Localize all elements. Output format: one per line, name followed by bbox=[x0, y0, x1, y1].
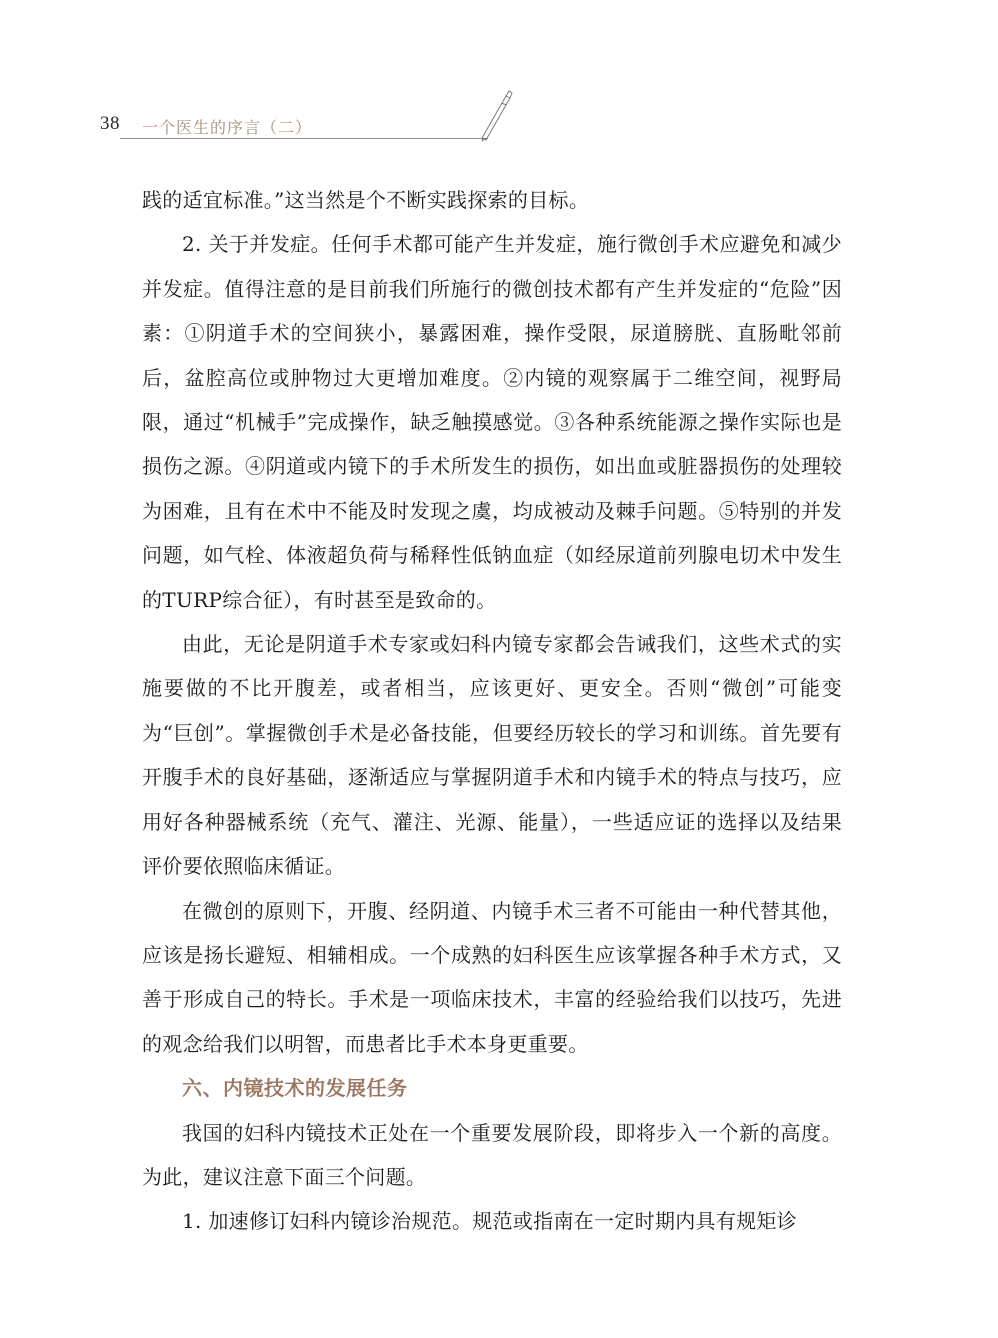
paragraph-continuation: 践的适宜标准。”这当然是个不断实践探索的目标。 bbox=[142, 188, 590, 212]
paragraph-item-1: 1. 加速修订妇科内镜诊治规范。规范或指南在一定时期内具有规矩诊 bbox=[182, 1209, 798, 1234]
pen-icon bbox=[474, 90, 518, 142]
header-rule bbox=[120, 138, 488, 139]
page-number: 38 bbox=[100, 113, 120, 134]
running-title: 一个医生的序言（二） bbox=[142, 118, 313, 137]
paragraph-development: 我国的妇科内镜技术正处在一个重要发展阶段，即将步入一个新的高度。为此，建议注意下面三个问题。 bbox=[142, 1120, 842, 1189]
paragraph-principles: 在微创的原则下，开腹、经阴道、内镜手术三者不可能由一种代替其他，应该是扬长避短、相辅相成。一个成熟的妇科医生应该掌握各种手术方式，又善于形成自己的特长。手术是一项临床技术，丰富的经验给我们以技巧，先进的观念给我们以明智，而患者比手术本身更重要。 bbox=[142, 898, 842, 1056]
paragraph-training: 由此，无论是阴道手术专家或妇科内镜专家都会告诫我们，这些术式的实施要做的不比开腹差，或者相当，应该更好、更安全。否则“微创”可能变为“巨创”。掌握微创手术是必备技能，但要经历较长的学习和训练。首先要有开腹手术的良好基础，逐渐适应与掌握阴道手术和内镜手术的特点与技巧，应用好各种器械系统（充气、灌注、光源、能量），一些适应证的选择以及结果评价要依照临床循证。 bbox=[142, 632, 842, 879]
page-header bbox=[0, 0, 998, 150]
page-body bbox=[142, 178, 842, 1244]
paragraph-complications: 2. 关于并发症。任何手术都可能产生并发症，施行微创手术应避免和减少并发症。值得注意的是目前我们所施行的微创技术都有产生并发症的“危险”因素：①阴道手术的空间狭小，暴露困难，操作受限，尿道膀胱、直肠毗邻前后，盆腔高位或肿物过大更增加难度。②内镜的观察属于二维空间，视野局限，通过“机械手”完成操作，缺乏触摸感觉。③各种系统能源之操作实际也是损伤之源。④阴道或内镜下的手术所发生的损伤，如出血或脏器损伤的处理较为困难，且有在术中不能及时发现之虞，均成被动及棘手问题。⑤特别的并发问题，如气栓、体液超负荷与稀释性低钠血症（如经尿道前列腺电切术中发生的TURP综合征），有时甚至是致命的。 bbox=[142, 232, 842, 612]
section-heading: 六、内镜技术的发展任务 bbox=[182, 1076, 408, 1101]
